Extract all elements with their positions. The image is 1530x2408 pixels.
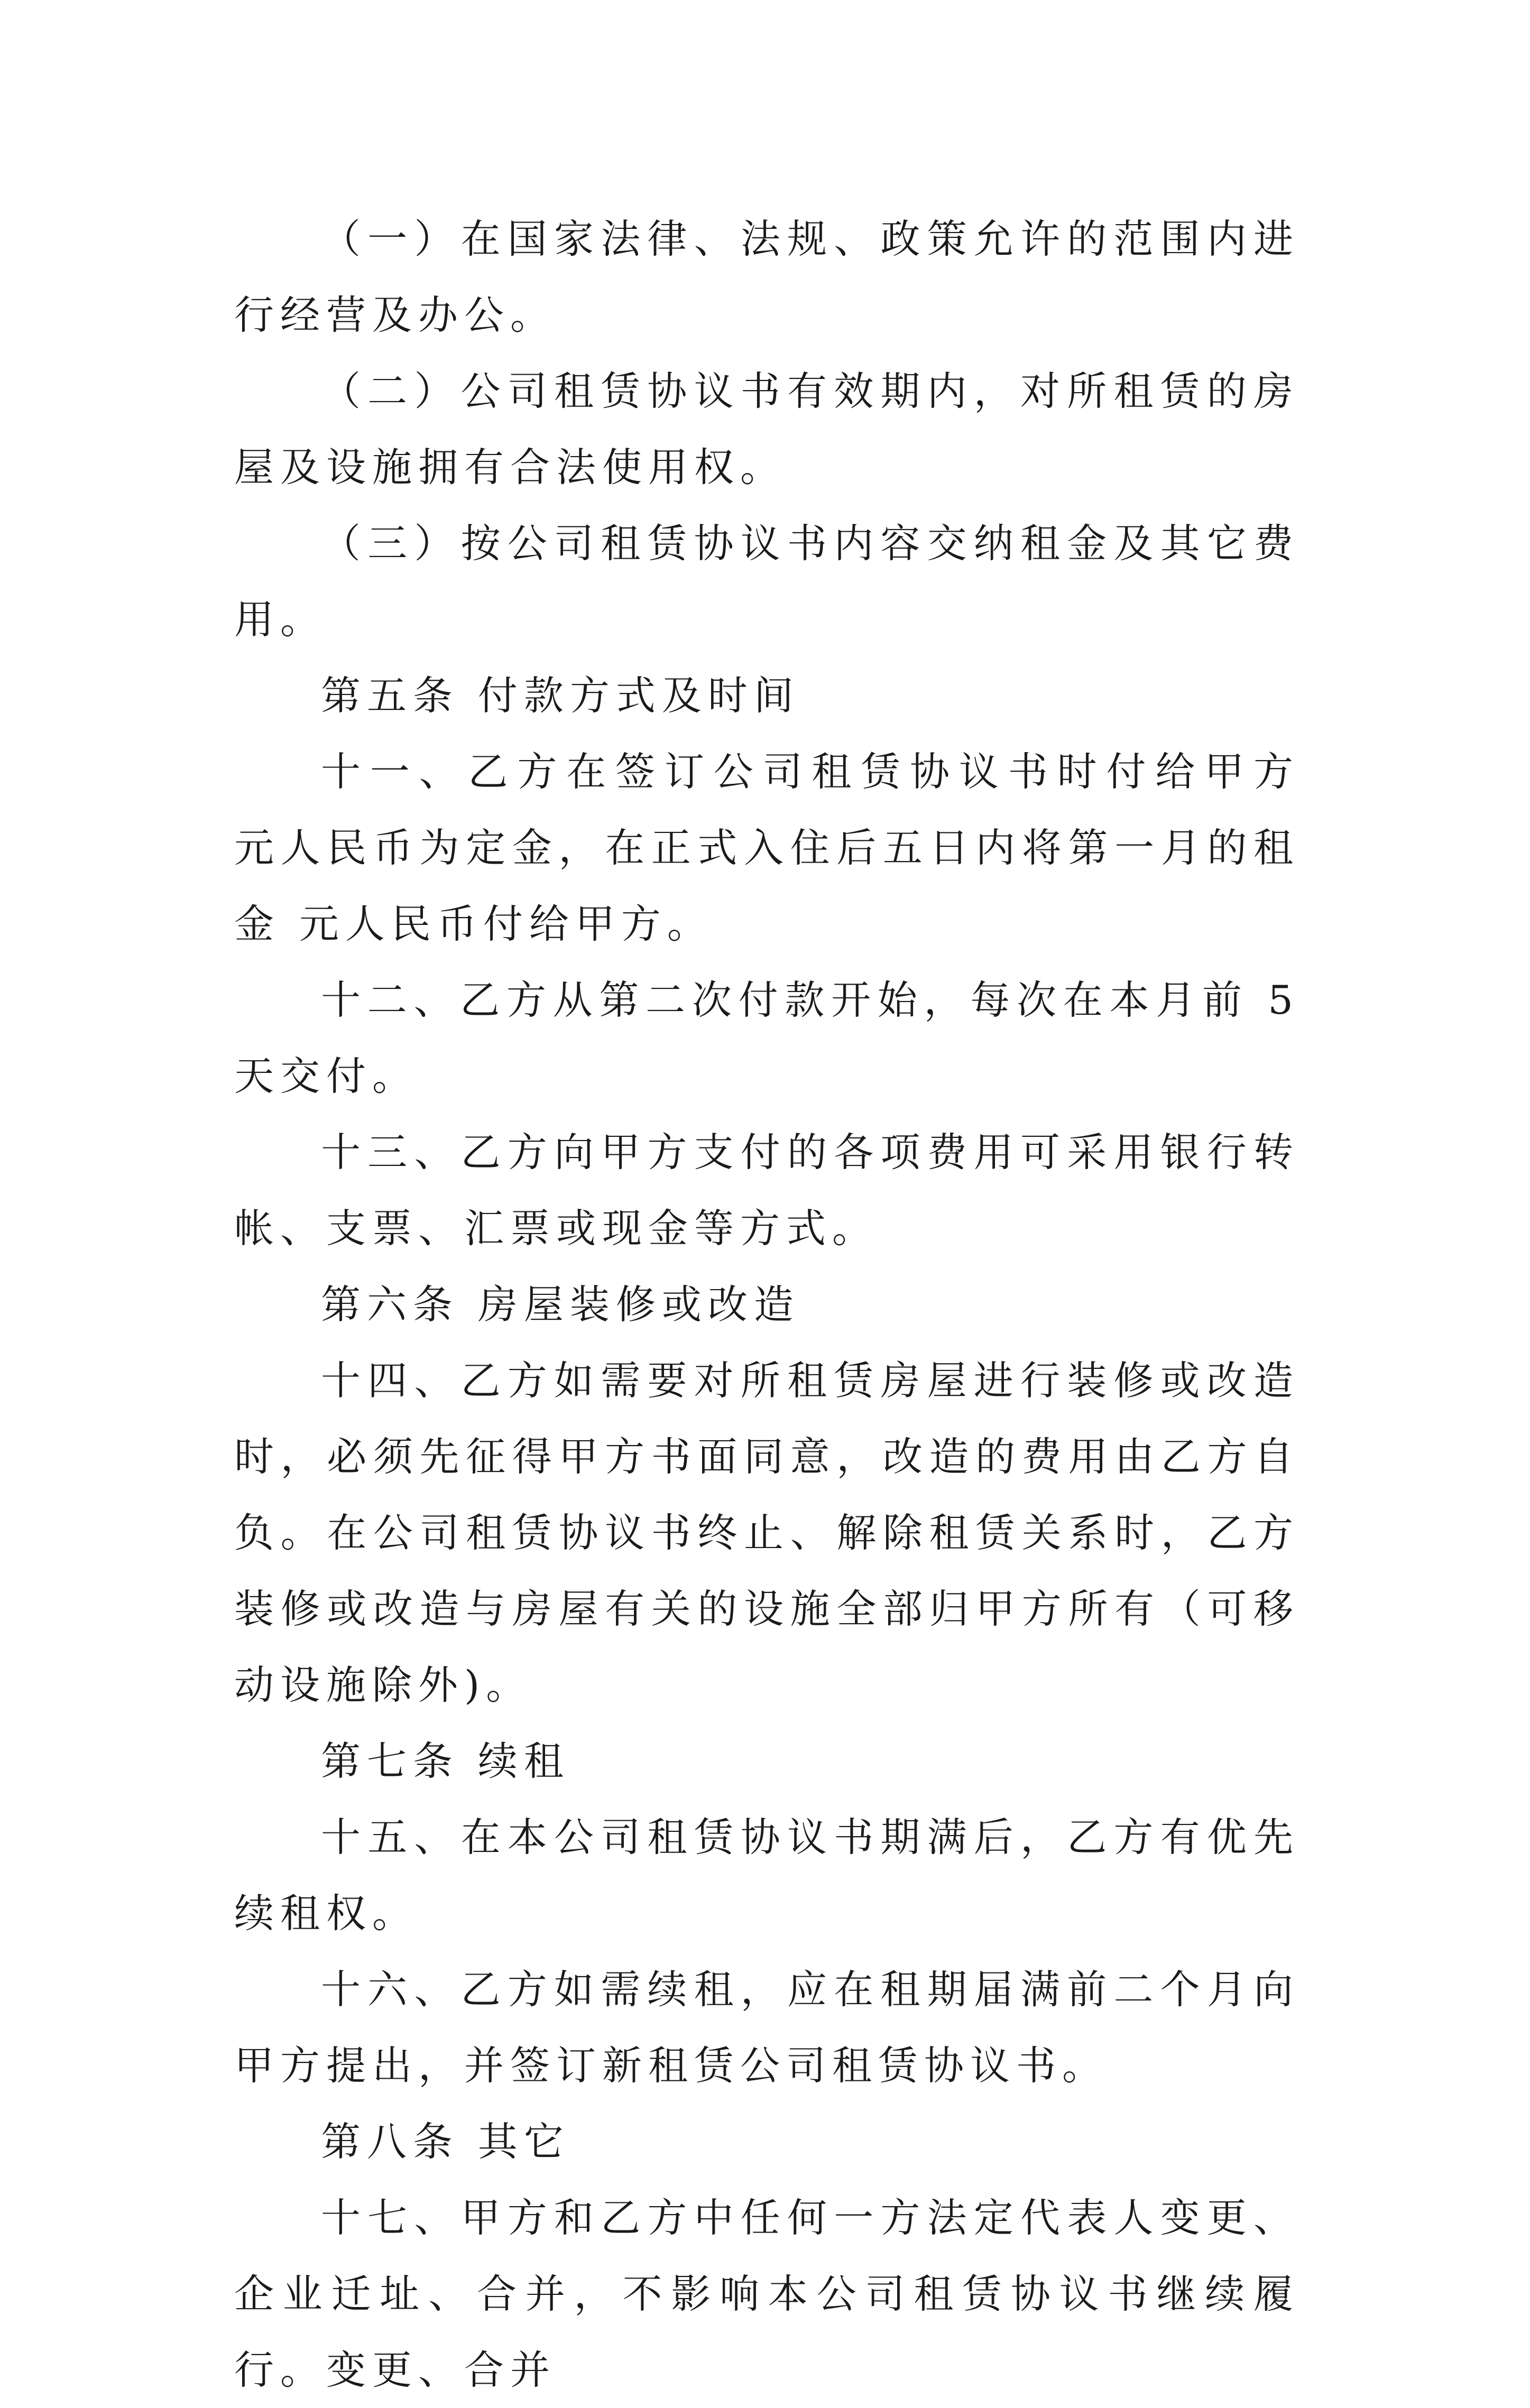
clause-paragraph-3: （三）按公司租赁协议书内容交纳租金及其它费用。 — [234, 520, 1299, 643]
clause-14-paragraph: 十四、乙方如需要对所租赁房屋进行装修或改造时，必须先征得甲方书面同意，改造的费用由乙方自负。在公司租赁协议书终止、解除租赁关系时，乙方装修或改造与房屋有关的设施全部归甲方所有（可移动设施除外)。 — [234, 1357, 1299, 1708]
article-8-heading: 第八条 其它 — [321, 2118, 570, 2165]
clause-13-paragraph: 十三、乙方向甲方支付的各项费用可采用银行转帐、支票、汇票或现金等方式。 — [234, 1129, 1299, 1252]
clause-11-paragraph: 十一、乙方在签订公司租赁协议书时付给甲方 元人民币为定金，在正式入住后五日内将第一月的租金 元人民币付给甲方。 — [234, 748, 1299, 947]
clause-12-paragraph: 十二、乙方从第二次付款开始，每次在本月前 5 天交付。 — [234, 977, 1299, 1099]
clause-paragraph-1: （一）在国家法律、法规、政策允许的范围内进行经营及办公。 — [234, 216, 1299, 338]
document-body — [234, 201, 1299, 2408]
clause-17-paragraph: 十七、甲方和乙方中任何一方法定代表人变更、企业迁址、合并，不影响本公司租赁协议书继续履行。变更、合并 — [234, 2194, 1299, 2393]
clause-paragraph-2: （二）公司租赁协议书有效期内，对所租赁的房屋及设施拥有合法使用权。 — [234, 368, 1299, 490]
article-6-heading: 第六条 房屋装修或改造 — [321, 1281, 800, 1328]
article-5-heading: 第五条 付款方式及时间 — [321, 672, 800, 719]
clause-15-paragraph: 十五、在本公司租赁协议书期满后，乙方有优先续租权。 — [234, 1814, 1299, 1937]
clause-16-paragraph: 十六、乙方如需续租，应在租期届满前二个月向甲方提出，并签订新租赁公司租赁协议书。 — [234, 1966, 1299, 2089]
article-7-heading: 第七条 续租 — [321, 1738, 570, 1784]
